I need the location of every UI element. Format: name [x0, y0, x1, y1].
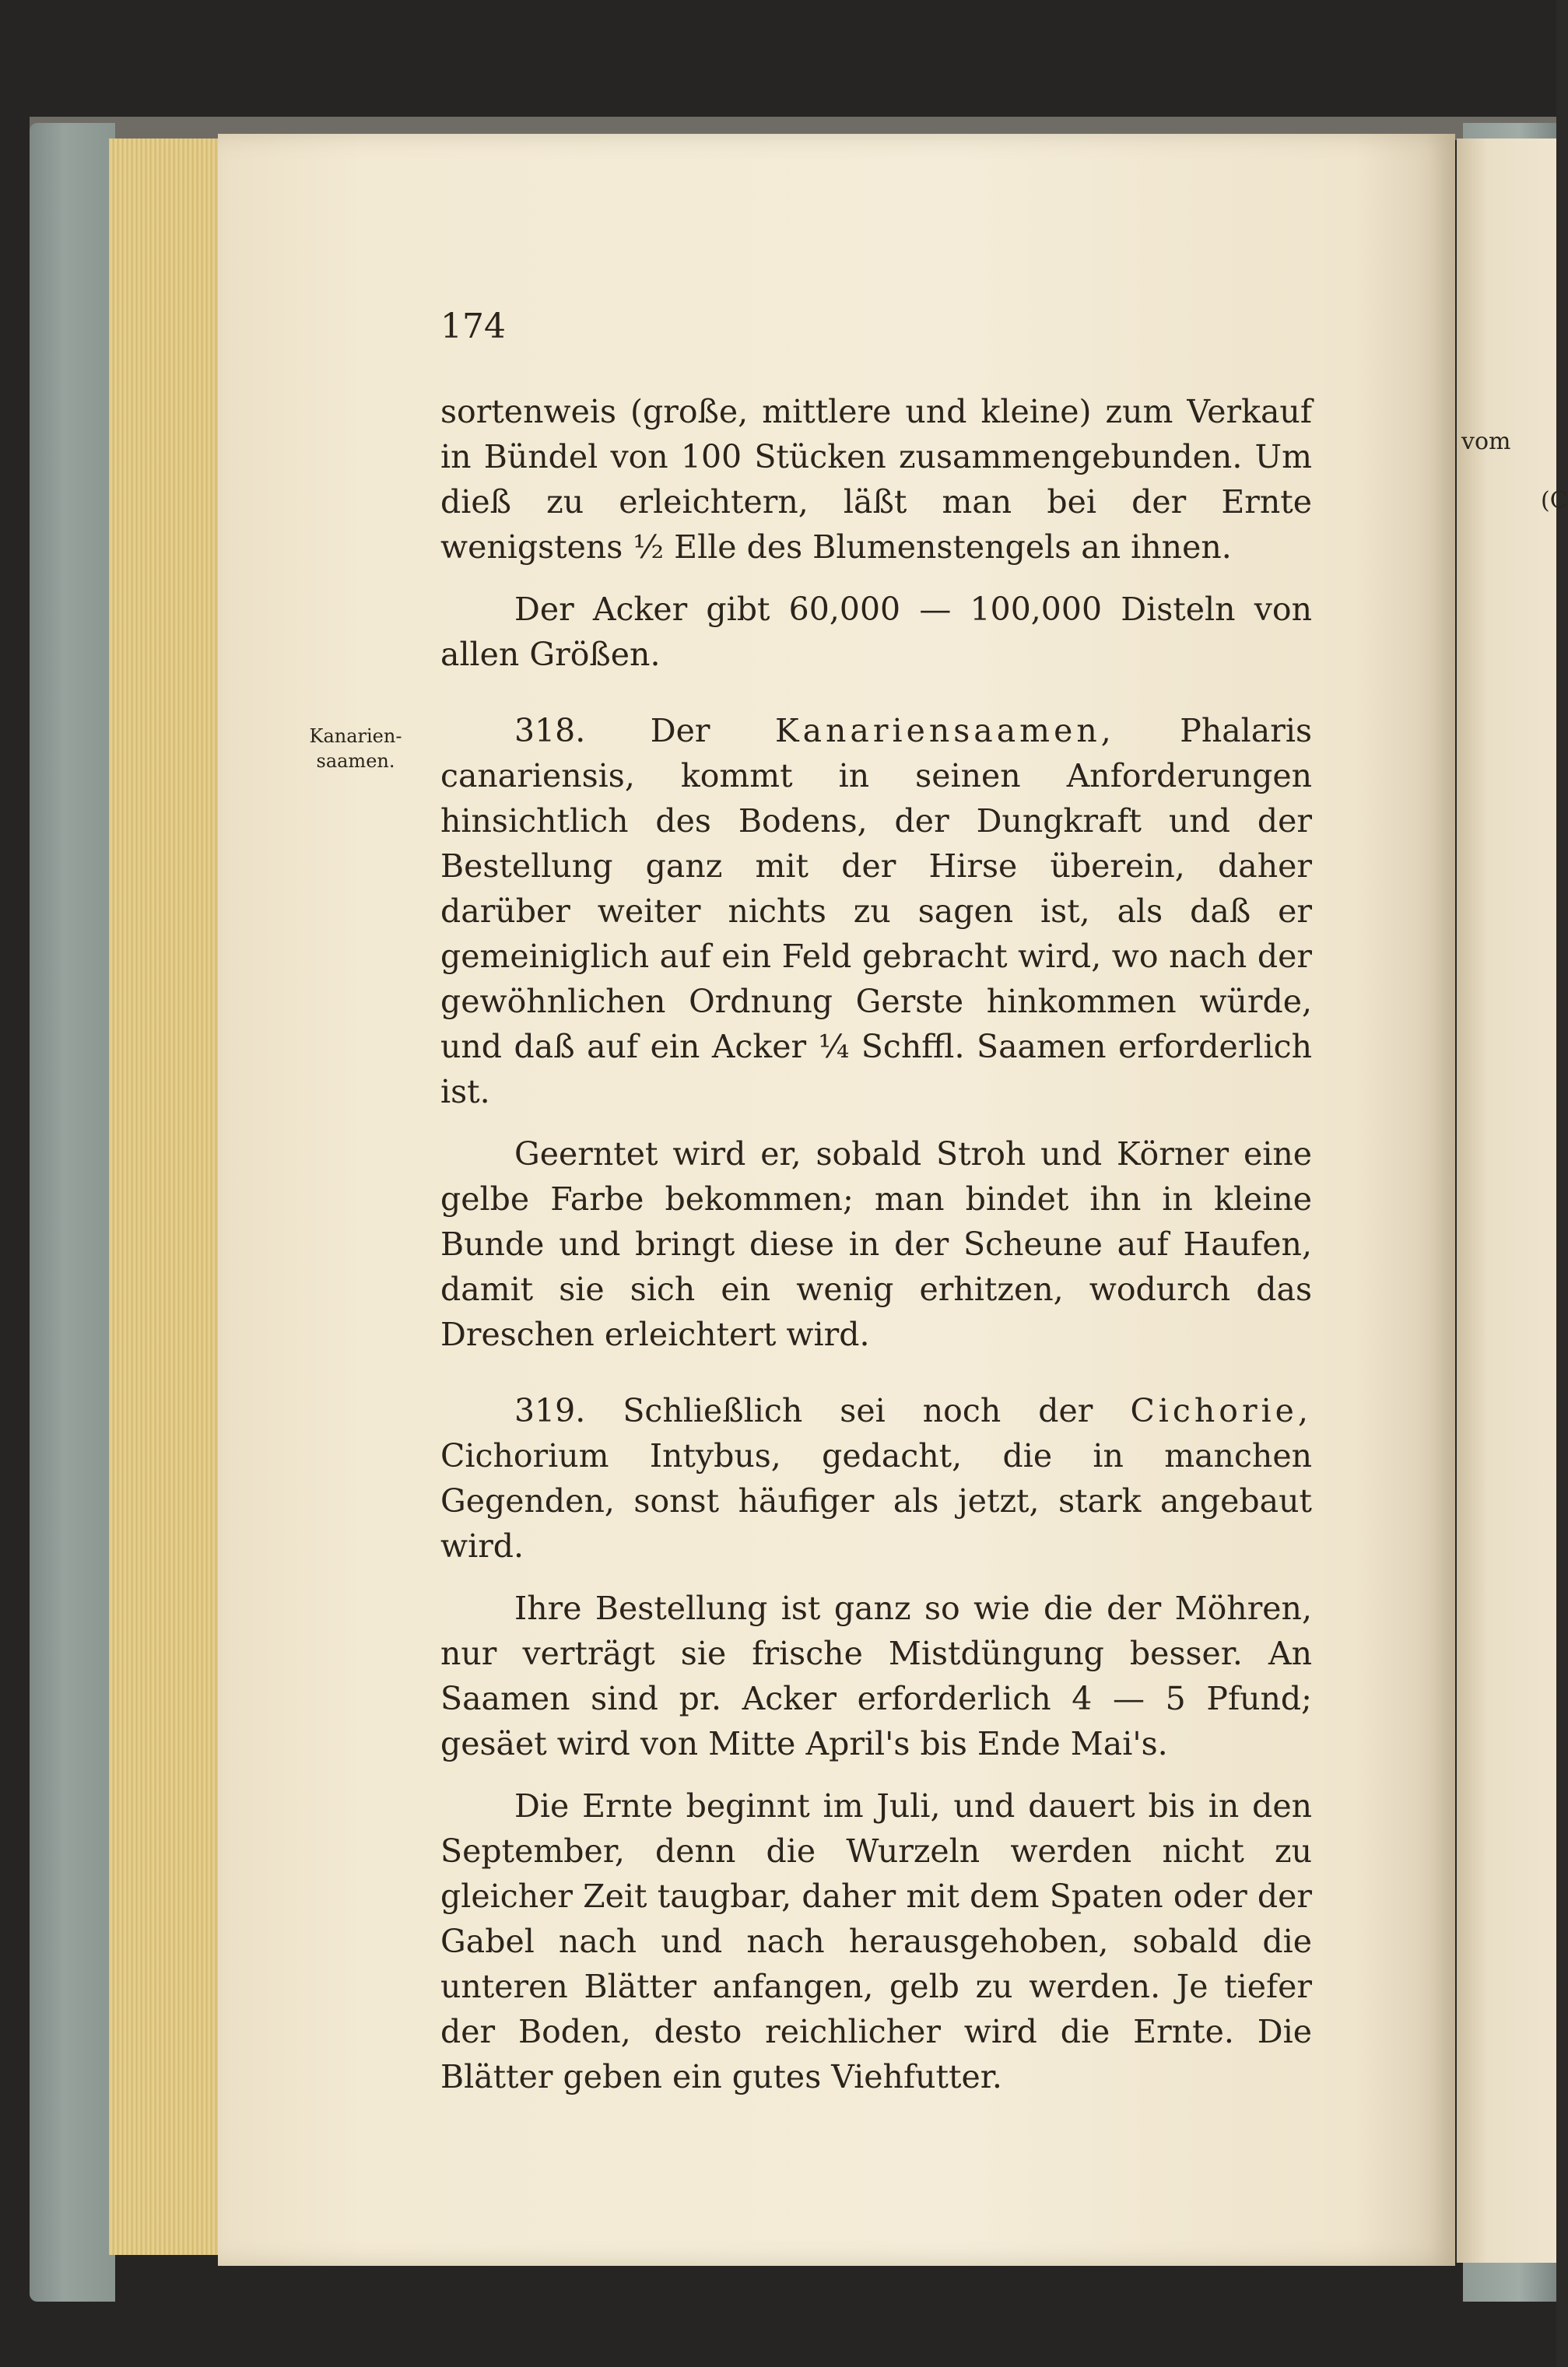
paragraph-1: sortenweis (große, mittlere und kleine) zum Verkauf in Bündel von 100 Stücken zusammengebunden. Um dieß zu erleichtern, läßt man bei der Ernte wenigstens ½ Elle des Blumenstengels an ihnen.: [440, 393, 1312, 566]
section-318-term: Kanariensaamen,: [774, 712, 1115, 749]
page-number: 174: [440, 307, 506, 346]
section-319-term: Cichorie,: [1130, 1392, 1312, 1429]
section-318-number: 318.: [514, 712, 586, 749]
section-319-text: Cichorium Intybus, gedacht, die in manchen Gegenden, sonst häufiger als jetzt, stark angebaut wird.: [440, 1437, 1312, 1565]
section-318: [440, 708, 1312, 1114]
section-319: [440, 1388, 1312, 1569]
paragraph-harvest: Geerntet wird er, sobald Stroh und Körner eine gelbe Farbe bekommen; man bindet ihn in kleine Bunde und bringt diese in der Scheune auf Haufen, damit sie sich ein wenig erhitzen, wodurch das Dreschen erleichtert wird.: [440, 1135, 1312, 1353]
book-cover-left: [30, 123, 115, 2302]
gilt-page-edge: [109, 139, 226, 2255]
next-page-edge: [1457, 139, 1568, 2263]
paragraph-chicory-harvest: Die Ernte beginnt im Juli, und dauert bis in den September, denn die Wurzeln werden nicht zu gleicher Zeit taugbar, daher mit dem Spaten oder der Gabel nach und nach herausgehoben, sobald die unteren Blätter anfangen, gelb zu werden. Je tiefer der Boden, desto reichlicher wird die Ernte. Die Blätter geben ein gutes Viehfutter.: [440, 1787, 1312, 2095]
next-page-fragment-2: (C: [1541, 487, 1568, 514]
section-319-number: 319.: [514, 1392, 586, 1429]
paragraph-2: Der Acker gibt 60,000 — 100,000 Disteln von allen Größen.: [440, 591, 1312, 673]
next-page-fragment-1: vom: [1461, 428, 1511, 455]
page-body: [440, 389, 1312, 2099]
section-319-lead: Schließlich sei noch der: [623, 1392, 1093, 1429]
margin-note: Kanarien- saamen.: [309, 725, 402, 772]
section-318-text: Phalaris canariensis, kommt in seinen Anforderungen hinsichtlich des Bodens, der Dungkraft und der Bestellung ganz mit der Hirse überein, daher darüber weiter nichts zu sagen ist, als daß er gemeiniglich auf ein Feld gebracht wird, wo nach der gewöhnlichen Ordnung Gerste hinkommen würde, und daß auf ein Acker ¼ Schffl. Saamen erforderlich ist.: [440, 712, 1312, 1110]
paragraph-cultivation: Ihre Bestellung ist ganz so wie die der Möhren, nur verträgt sie frische Mistdüngung besser. An Saamen sind pr. Acker erforderlich 4 — 5 Pfund; gesäet wird von Mitte April's bis Ende Mai's.: [440, 1590, 1312, 1762]
section-318-lead: Der: [650, 712, 710, 749]
